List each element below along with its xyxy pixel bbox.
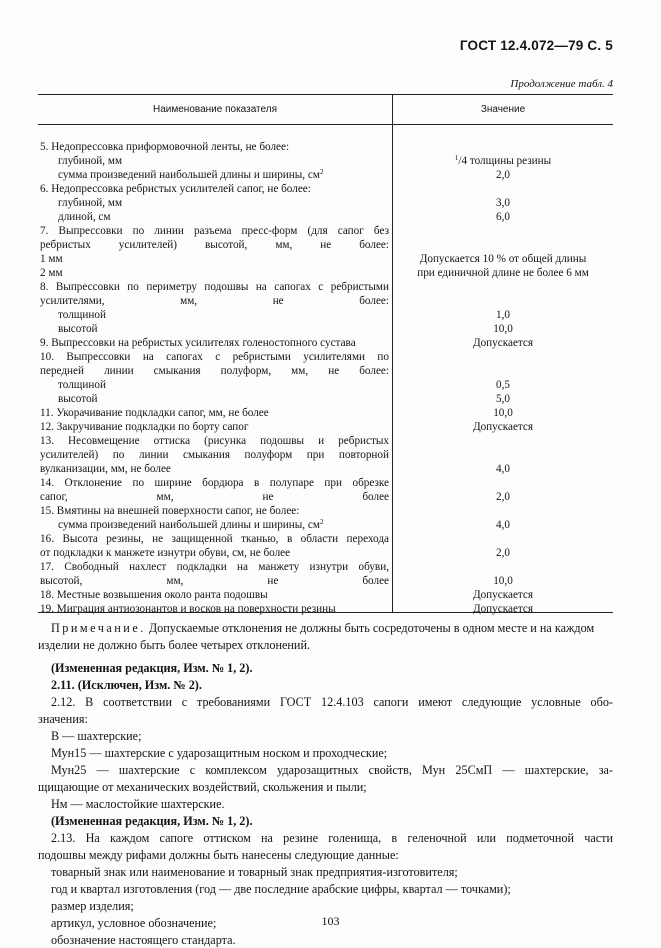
paragraph-line: Нм — маслостойкие шахтерские. <box>51 797 225 811</box>
paragraph-line: значения: <box>38 712 88 726</box>
row-name-cell: 10. Выпрессовки на сапогах с ребристыми усилителями по <box>40 351 389 363</box>
row-value-cell: Допускается <box>472 421 534 433</box>
table-row <box>38 140 613 154</box>
row-name-cell: усилителями, мм, не более: <box>40 295 389 307</box>
table-row <box>38 322 613 336</box>
table-row <box>38 182 613 196</box>
table-row <box>38 210 613 224</box>
note-label: Примечание. <box>51 621 146 635</box>
table-row <box>38 448 613 462</box>
table-row <box>38 546 613 560</box>
row-name-cell: 6. Недопрессовка ребристых усилителей сапог, не более: <box>40 183 311 195</box>
paragraph-line: (Измененная редакция, Изм. № 1, 2). <box>51 661 253 675</box>
row-name-cell: 19. Миграция антиозонантов и восков на поверхности резины <box>40 603 336 615</box>
row-name-cell: 14. Отклонение по ширине бордюра в полупаре при обрезке <box>40 477 389 489</box>
row-name-cell: сумма произведений наибольшей длины и ширины, $см^2$ <box>58 168 324 181</box>
row-name-cell: от подкладки к манжете изнутри обуви, см, не более <box>40 547 291 559</box>
paragraph-line: В — шахтерские; <box>51 729 142 743</box>
table-row <box>38 280 613 294</box>
row-value-cell: 0,5 <box>496 379 510 391</box>
row-value-cell: 1,0 <box>496 309 510 321</box>
row-value-cell: 4,0 <box>496 463 510 475</box>
table-top-border <box>38 94 613 95</box>
table-row <box>38 462 613 476</box>
row-name-cell: глубиной, мм <box>58 155 123 167</box>
row-name-cell: высотой <box>58 393 98 405</box>
table-row <box>38 336 613 350</box>
table-row <box>38 364 613 378</box>
table-row <box>38 490 613 504</box>
row-value-cell: 6,0 <box>496 211 510 223</box>
row-value-cell: 10,0 <box>493 407 513 419</box>
row-name-cell: толщиной <box>58 379 106 391</box>
row-value-cell: 10,0 <box>493 323 513 335</box>
row-value-cell: 2,0 <box>496 491 510 503</box>
paragraph-line: Мун15 — шахтерские с ударозащитным носком и проходческие; <box>51 746 388 760</box>
row-name-cell: 8. Выпрессовки по периметру подошвы на сапогах с ребристыми <box>40 281 389 293</box>
table-row <box>38 504 613 518</box>
table-row <box>38 588 613 602</box>
table-row <box>38 602 613 616</box>
row-name-cell: 2 мм <box>40 267 63 279</box>
table-row <box>38 196 613 210</box>
row-name-cell: ребристых усилителей) высотой, мм, не более: <box>40 239 389 251</box>
paragraph-line: обозначение настоящего стандарта. <box>51 933 236 947</box>
row-name-cell: 1 мм <box>40 253 63 265</box>
row-value-cell: 2,0 <box>496 169 510 181</box>
page-number: 103 <box>321 914 340 928</box>
column-header-value: Значение <box>480 104 526 115</box>
row-name-cell: усилителей) по линии смыкания полуформ при повторной <box>40 449 389 461</box>
note-text: Допускаемые отклонения не должны быть сосредоточены в одном месте и на каждом <box>145 621 595 635</box>
row-name-cell: толщиной <box>58 309 106 321</box>
row-name-cell: 7. Выпрессовки по линии разъема пресс-форм (для сапог без <box>40 225 389 237</box>
row-name-cell: вулканизации, мм, не более <box>40 463 171 475</box>
table-row <box>38 532 613 546</box>
row-value-cell: Допускается <box>472 589 534 601</box>
note-line-1 <box>51 620 626 636</box>
row-name-cell: 18. Местные возвышения около ранта подошвы <box>40 589 268 601</box>
row-name-cell: 16. Высота резины, не защищенной тканью, в области перехода <box>40 533 389 545</box>
row-value-cell: при единичной длине не более 6 мм <box>417 267 589 279</box>
paragraph-line: 2.11. (Исключен, Изм. № 2). <box>51 678 202 692</box>
row-value-cell: 4,0 <box>496 519 510 531</box>
table-row <box>38 154 613 168</box>
standard-header: ГОСТ 12.4.072—79 С. 5 <box>459 38 613 53</box>
paragraph-line: размер изделия; <box>51 899 134 913</box>
table-row <box>38 434 613 448</box>
row-value-cell: Допускается 10 % от общей длины <box>419 253 587 265</box>
table-row <box>38 168 613 182</box>
row-value-cell: $^1$/4 толщины резины <box>454 154 552 167</box>
row-name-cell: 11. Укорачивание подкладки сапог, мм, не более <box>40 407 269 419</box>
row-name-cell: сумма произведений наибольшей длины и ширины, $см^2$ <box>58 518 324 531</box>
row-value-cell: Допускается <box>472 603 534 615</box>
table-row <box>38 420 613 434</box>
paragraph-line: год и квартал изготовления (год — две последние арабские цифры, квартал — точками); <box>51 882 511 896</box>
paragraph-line: Мун25 — шахтерские с комплексом ударозащитных свойств, Мун 25СмП — шахтерские, за- <box>51 763 613 777</box>
paragraph-line: подошвы между рифами должны быть нанесены следующие данные: <box>38 848 399 862</box>
column-header-name: Наименование показателя <box>153 104 277 115</box>
table-row <box>38 378 613 392</box>
table-row <box>38 266 613 280</box>
table-row <box>38 406 613 420</box>
row-value-cell: 3,0 <box>496 197 510 209</box>
table-row <box>38 560 613 574</box>
table-row <box>38 350 613 364</box>
row-name-cell: высотой, мм, не более <box>40 575 389 587</box>
row-name-cell: передней линии смыкания полуформ, мм, не более: <box>40 365 389 377</box>
paragraph-line: товарный знак или наименование и товарный знак предприятия-изготовителя; <box>51 865 458 879</box>
row-name-cell: глубиной, мм <box>58 197 123 209</box>
row-name-cell: 5. Недопрессовка приформовочной ленты, не более: <box>40 141 290 153</box>
table-row <box>38 574 613 588</box>
table-row <box>38 252 613 266</box>
table-row <box>38 294 613 308</box>
paragraph-line: (Измененная редакция, Изм. № 1, 2). <box>51 814 253 828</box>
row-name-cell: высотой <box>58 323 98 335</box>
paragraph-line: щищающие от механических воздействий, скольжения и пыли; <box>38 780 367 794</box>
table-row <box>38 518 613 532</box>
row-name-cell: 12. Закручивание подкладки по борту сапог <box>40 421 249 433</box>
table-header-border <box>38 124 613 125</box>
row-value-cell: 2,0 <box>496 547 510 559</box>
table-row <box>38 238 613 252</box>
table-continuation-label: Продолжение табл. 4 <box>510 78 613 90</box>
table-row <box>38 224 613 238</box>
row-name-cell: 17. Свободный нахлест подкладки на манжету изнутри обуви, <box>40 561 389 573</box>
paragraph-line: артикул, условное обозначение; <box>51 916 217 930</box>
row-value-cell: 5,0 <box>496 393 510 405</box>
row-name-cell: длиной, см <box>58 211 111 223</box>
row-name-cell: 15. Вмятины на внешней поверхности сапог, не более: <box>40 505 300 517</box>
row-value-cell: 10,0 <box>493 575 513 587</box>
row-name-cell: сапог, мм, не более <box>40 491 389 503</box>
paragraph-line: 2.13. На каждом сапоге оттиском на резине голенища, в геленочной или подметочной части <box>51 831 613 845</box>
row-value-cell: Допускается <box>472 337 534 349</box>
table-row <box>38 308 613 322</box>
paragraph-line: 2.12. В соответствии с требованиями ГОСТ 12.4.103 сапоги имеют следующие условные обо- <box>51 695 613 709</box>
table-row <box>38 476 613 490</box>
table-row <box>38 392 613 406</box>
row-name-cell: 9. Выпрессовки на ребристых усилителях голеностопного сустава <box>40 337 356 349</box>
note-line-2: изделии не должно быть более четырех отклонений. <box>38 638 311 652</box>
row-name-cell: 13. Несовмещение оттиска (рисунка подошвы и ребристых <box>40 435 389 447</box>
